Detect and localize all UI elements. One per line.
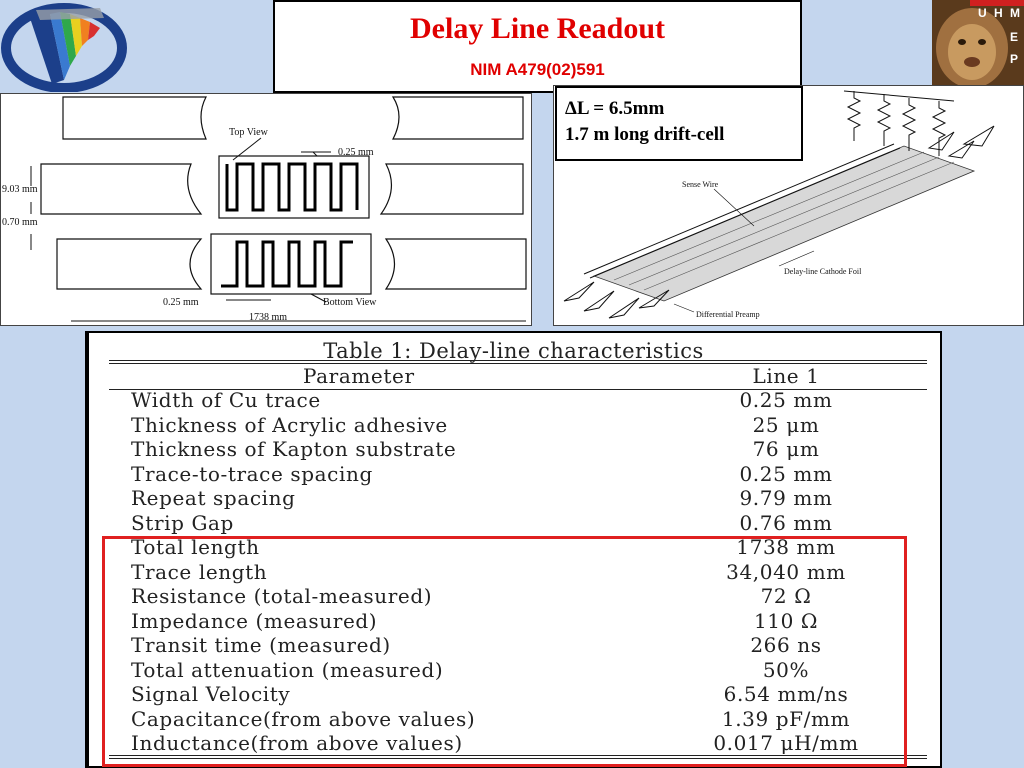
- table-row: Resistance (total-measured) 72 Ω: [131, 584, 812, 608]
- table-rule-top: [109, 360, 927, 361]
- trace-width-top-label: 0.25 mm: [338, 147, 374, 158]
- cathode-foil-label: Delay-line Cathode Foil: [784, 267, 862, 276]
- header-line-1: Line 1: [752, 364, 820, 388]
- table-left-bracket: [86, 333, 92, 766]
- title-box: [273, 0, 802, 93]
- badge-letter-u: U: [978, 6, 987, 20]
- badge-letter-p: P: [1010, 52, 1019, 66]
- table-row: Repeat spacing 9.79 mm: [131, 486, 833, 510]
- table-row: Total length 1738 mm: [131, 535, 836, 559]
- table-row: Strip Gap 0.76 mm: [131, 510, 833, 535]
- table-row: Capacitance(from above values) 1.39 pF/mm: [131, 706, 851, 731]
- citation-subtitle: NIM A479(02)591: [470, 60, 605, 79]
- table-row: Impedance (measured) 110 Ω: [131, 608, 819, 633]
- badge-letter-e: E: [1010, 30, 1019, 44]
- table-row: Signal Velocity 6.54 mm/ns: [131, 682, 849, 706]
- table-row: Width of Cu trace 0.25 mm: [131, 388, 833, 412]
- institute-logo: [0, 0, 132, 92]
- trace-layout-diagram: [0, 93, 532, 326]
- table-row: Trace length 34,040 mm: [131, 559, 846, 584]
- total-length-label: 1738 mm: [249, 312, 288, 323]
- top-view-label: Top View: [229, 127, 268, 138]
- table-row: Trace-to-trace spacing 0.25 mm: [131, 461, 833, 486]
- callout-delta-l: ΔL = 6.5mm: [565, 98, 665, 119]
- page-title: Delay Line Readout: [410, 12, 665, 45]
- badge-letter-m: M: [1010, 6, 1020, 20]
- table-row: Transit time (measured) 266 ns: [131, 633, 822, 657]
- table-caption: Table 1: Delay-line characteristics: [323, 339, 704, 363]
- bottom-view-label: Bottom View: [323, 297, 377, 308]
- badge-letter-h: H: [994, 6, 1003, 20]
- callout-box: [555, 86, 803, 161]
- highlight-box: [102, 536, 907, 767]
- header-parameter: Parameter: [303, 364, 415, 388]
- gap-dimension-label: 0.70 mm: [2, 217, 38, 228]
- repeat-dimension-label: 9.03 mm: [2, 184, 38, 195]
- table-row: Inductance(from above values) 0.017 μH/mm: [131, 731, 859, 755]
- preamp-label: Differential Preamp: [696, 310, 760, 319]
- trace-layout-svg: [1, 94, 533, 327]
- trace-width-bottom-label: 0.25 mm: [163, 297, 199, 308]
- sense-wire-label: Sense Wire: [682, 180, 719, 189]
- table-row: Thickness of Acrylic adhesive 25 μm: [131, 412, 820, 437]
- table-header-row: [131, 364, 921, 388]
- callout-drift-cell: 1.7 m long drift-cell: [565, 124, 725, 145]
- uhmep-badge: [932, 0, 1024, 85]
- table-row: Total attenuation (measured) 50%: [131, 657, 810, 682]
- table-row: Thickness of Kapton substrate 76 μm: [131, 437, 820, 461]
